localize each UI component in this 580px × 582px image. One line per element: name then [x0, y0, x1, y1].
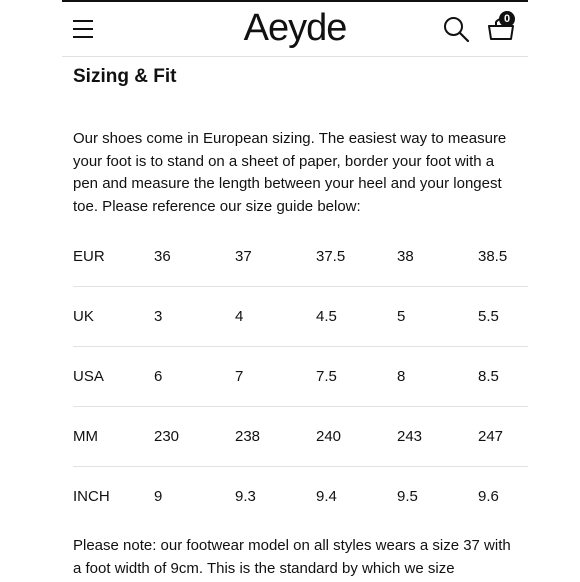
size-value-cell: 38 — [397, 227, 478, 287]
table-row — [73, 227, 528, 287]
size-value-cell: 3 — [154, 287, 235, 347]
cart-count-badge[interactable]: 0 — [499, 11, 515, 27]
size-value-cell: 8.5 — [478, 347, 528, 407]
size-value-cell: 5 — [397, 287, 478, 347]
size-value-cell: 9.3 — [235, 488, 256, 505]
size-guide-table — [73, 227, 528, 526]
brand-logo[interactable]: Aeyde — [243, 7, 347, 49]
size-system-label: EUR — [73, 227, 154, 287]
size-value-cell: 243 — [397, 407, 478, 467]
size-value-cell: 38.5 — [478, 227, 528, 287]
size-value-cell: 8 — [397, 347, 478, 407]
page-frame — [62, 0, 528, 582]
size-value-cell: 7.5 — [316, 347, 397, 407]
size-value-cell: 247 — [478, 407, 528, 467]
size-value-cell: 238 — [235, 407, 316, 467]
size-value-cell: 4 — [235, 287, 316, 347]
search-icon[interactable] — [442, 15, 470, 43]
size-value-cell: 9 — [154, 488, 163, 505]
size-system-label: MM — [73, 407, 154, 467]
site-header — [62, 2, 528, 57]
sizing-intro-text: Our shoes come in European sizing. The easiest way to measure your foot is to stand on a sheet of paper, border your foot with a pen and measure the length between your heel and your longest toe. Please reference our size guide below: — [73, 130, 507, 215]
table-row — [73, 287, 528, 347]
size-value-cell: 7 — [235, 347, 316, 407]
size-value-cell: 9.6 — [478, 488, 499, 505]
size-value-cell: 37.5 — [316, 227, 397, 287]
table-row — [73, 347, 528, 407]
size-value-cell: 9.5 — [397, 488, 418, 505]
table-row — [73, 467, 528, 527]
size-value-cell: 37 — [235, 227, 316, 287]
size-system-label: USA — [73, 347, 154, 407]
size-value-cell: 5.5 — [478, 287, 528, 347]
size-value-cell: 230 — [154, 407, 235, 467]
size-value-cell: 240 — [316, 407, 397, 467]
size-system-label: UK — [73, 287, 154, 347]
size-system-label: INCH — [73, 488, 110, 505]
sizing-note-text: Please note: our footwear model on all styles wears a size 37 with a foot width of 9cm. This is the standard by which we size — [73, 537, 511, 577]
size-value-cell: 6 — [154, 347, 235, 407]
size-value-cell: 9.4 — [316, 488, 337, 505]
table-row — [73, 407, 528, 467]
page-title: Sizing & Fit — [73, 66, 177, 87]
size-value-cell: 4.5 — [316, 287, 397, 347]
size-value-cell: 36 — [154, 227, 235, 287]
